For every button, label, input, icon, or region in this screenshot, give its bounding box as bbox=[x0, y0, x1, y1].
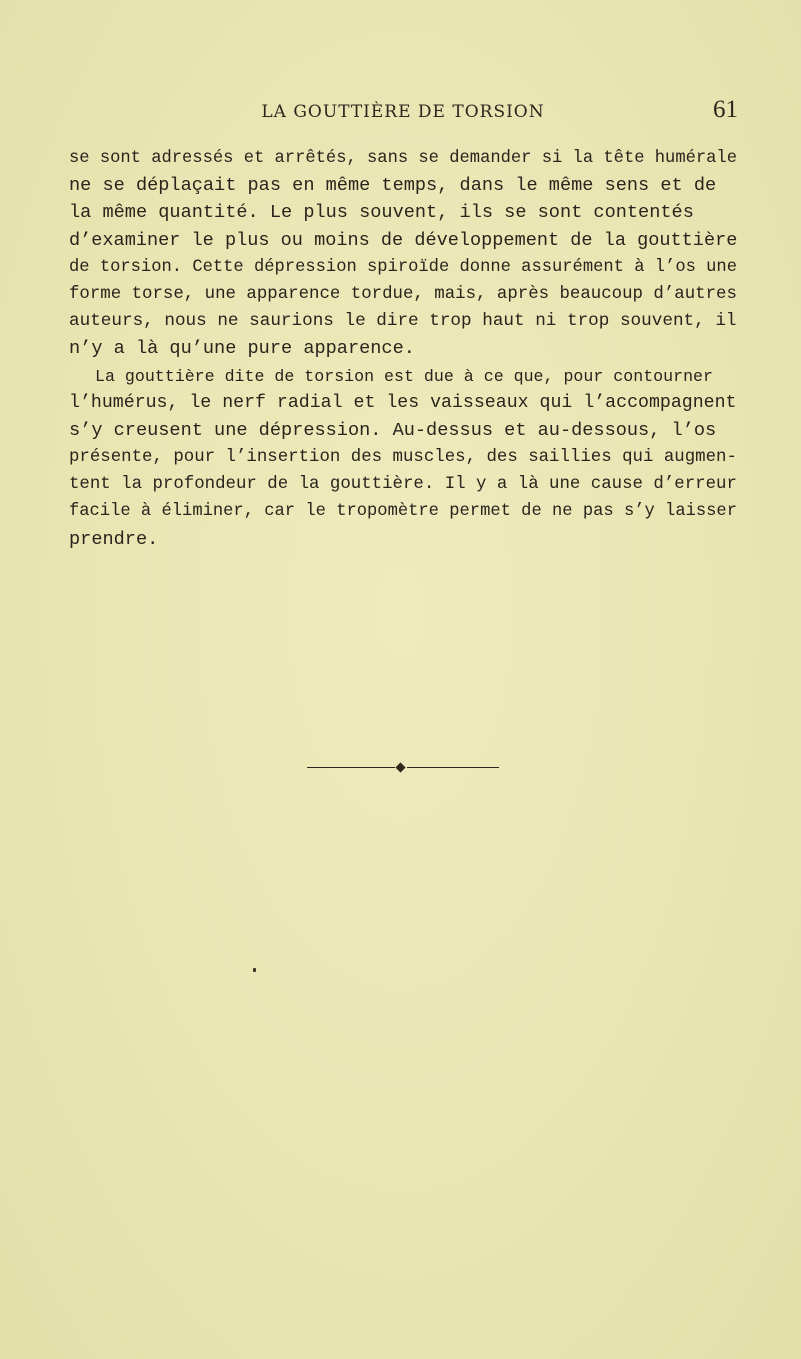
text-line: l’humérus, le nerf radial et les vaisseaux qui l’accompagnent bbox=[69, 392, 737, 413]
text-line: ne se déplaçait pas en même temps, dans le même sens et de bbox=[69, 175, 717, 197]
text-line: auteurs, nous ne saurions le dire trop haut ni trop souvent, il bbox=[69, 311, 737, 332]
ink-speck bbox=[253, 968, 256, 972]
text-line: La gouttière dite de torsion est due à ce que, pour contourner bbox=[95, 366, 713, 386]
end-ornament bbox=[307, 762, 499, 774]
running-title: LA GOUTTIÈRE DE TORSION bbox=[261, 102, 545, 122]
body-text bbox=[69, 145, 737, 553]
text-line: la même quantité. Le plus souvent, ils se sont contentés bbox=[69, 202, 694, 224]
ornament-rule-right bbox=[407, 767, 499, 768]
text-line: facile à éliminer, car le tropomètre permet de ne pas s’y laisser bbox=[69, 502, 737, 522]
ornament-rule-left bbox=[307, 767, 395, 768]
text-line: présente, pour l’insertion des muscles, des saillies qui augmen- bbox=[69, 448, 737, 468]
text-line: de torsion. Cette dépression spiroïde donne assurément à l’os une bbox=[69, 257, 737, 277]
ornament-diamond-icon bbox=[395, 762, 405, 772]
text-line: n’y a là qu’une pure apparence. bbox=[69, 338, 415, 360]
text-line: d’examiner le plus ou moins de développement de la gouttière bbox=[69, 229, 738, 251]
text-line: forme torse, une apparence tordue, mais, après beaucoup d’autres bbox=[69, 284, 737, 304]
text-line: se sont adressés et arrêtés, sans se demander si la tête humérale bbox=[69, 149, 737, 168]
text-line: tent la profondeur de la gouttière. Il y a là une cause d’erreur bbox=[69, 475, 737, 495]
text-line: s’y creusent une dépression. Au-dessus et au-dessous, l’os bbox=[69, 419, 717, 441]
text-line: prendre. bbox=[69, 528, 159, 550]
page-number: 61 bbox=[713, 96, 738, 123]
running-head bbox=[68, 96, 738, 126]
